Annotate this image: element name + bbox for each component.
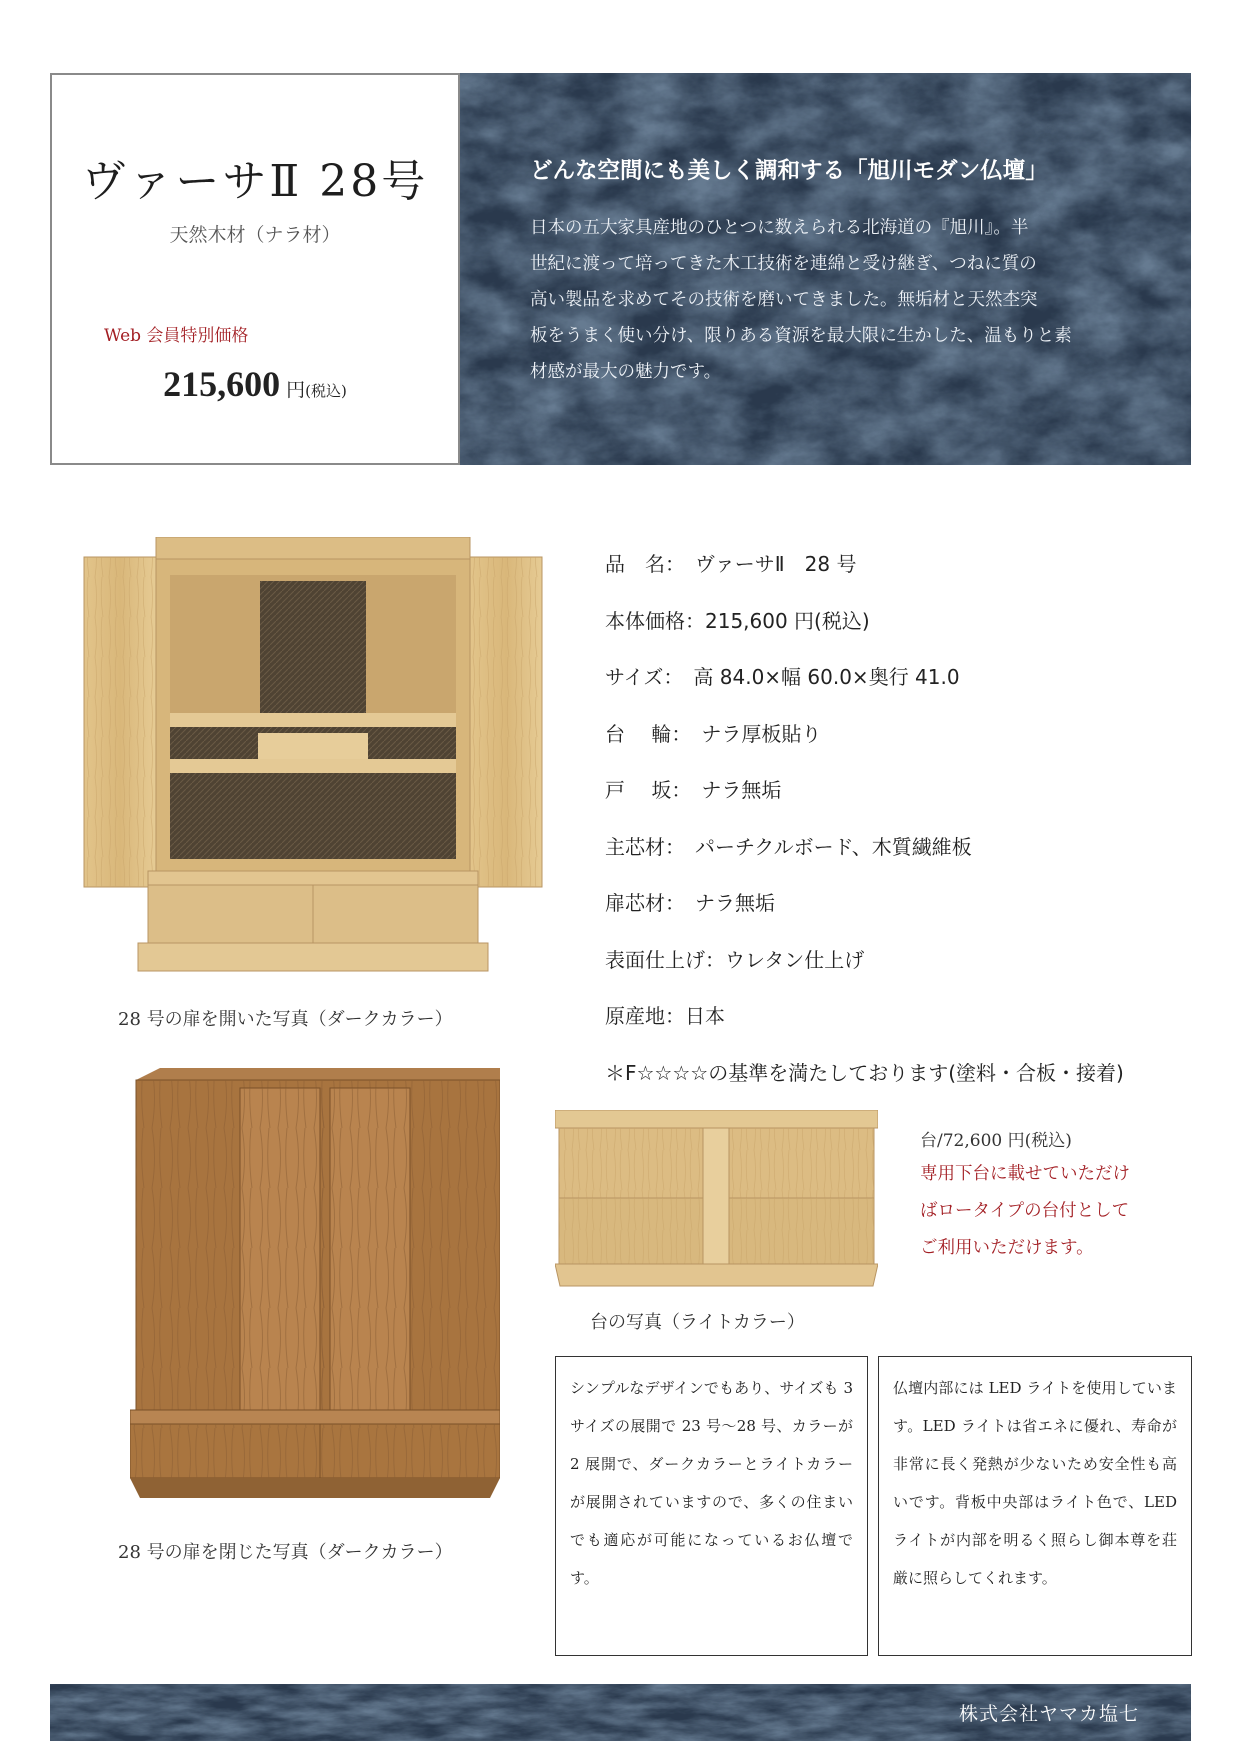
spec-row-size: サイズ： 高 84.0×幅 60.0×奥行 41.0 <box>605 665 960 689</box>
spec-row-finish: 表面仕上げ：ウレタン仕上げ <box>605 947 865 972</box>
base-note-line: ご利用いただけます。 <box>920 1238 1094 1258</box>
base-photo-caption: 台の写真（ライトカラー） <box>590 1312 805 1333</box>
spec-list <box>605 548 1124 1113</box>
spec-row-base: 台 輪： ナラ厚板貼り <box>605 721 822 746</box>
altar-closed-photo <box>130 1068 500 1503</box>
header-heading: どんな空間にも美しく調和する「旭川モダン仏壇」 <box>530 158 1048 184</box>
spec-row-price: 本体価格：215,600 円(税込) <box>605 608 870 633</box>
spec-row-door-frame: 戸 坂： ナラ無垢 <box>605 778 782 802</box>
header-body-line: 世紀に渡って培ってきた木工技術を連綿と受け継ぎ、つねに質の <box>530 254 1037 274</box>
base-stand-photo <box>555 1110 878 1298</box>
spec-row-origin: 原産地：日本 <box>605 1004 725 1028</box>
header-body-line: 板をうまく使い分け、限りある資源を最大限に生かした、温もりと素 <box>530 326 1072 346</box>
spec-row-door-core: 扉芯材： ナラ無垢 <box>605 891 775 915</box>
header-body-line: 材感が最大の魅力です。 <box>530 362 722 382</box>
spec-row-core: 主芯材： パーチクルボード、木質繊維板 <box>605 834 972 859</box>
info-box-led: 仏壇内部には LED ライトを使用しています。LED ライトは省エネに優れ、寿命が非常に長く発熱が少ないため安全性も高いです。背板中央部はライト色で、LED ライトが内部を明るく照らし御本尊を荘厳に照らしてくれます。 <box>878 1356 1192 1656</box>
header-body-line: 日本の五大家具産地のひとつに数えられる北海道の『旭川』。半 <box>530 218 1029 238</box>
footer-bar <box>50 1684 1191 1741</box>
info-box-design: シンプルなデザインでもあり、サイズも 3 サイズの展開で 23 号〜28 号、カラーが 2 展開で、ダークカラーとライトカラーが展開されていますので、多くの住まいでも適応が可能になっているお仏壇です。 <box>555 1356 868 1656</box>
closed-photo-caption: 28 号の扉を閉じた写真（ダークカラー） <box>118 1542 453 1563</box>
spec-row-formaldehyde: ＊F☆☆☆☆の基準を満たしております(塗料・合板・接着) <box>605 1060 1124 1085</box>
header-description-panel <box>460 73 1191 465</box>
altar-open-photo <box>78 537 548 982</box>
company-name: 株式会社ヤマカ塩七 <box>958 1703 1139 1725</box>
price <box>52 363 458 405</box>
open-photo-caption: 28 号の扉を開いた写真（ダークカラー） <box>118 1009 453 1030</box>
base-price: 台/72,600 円(税込) <box>920 1131 1072 1151</box>
price-tax-note: (税込) <box>305 382 347 400</box>
web-member-price-label: Web 会員特別価格 <box>104 326 249 346</box>
header-body-line: 高い製品を求めてその技術を磨いてきました。無垢材と天然杢突 <box>530 290 1038 310</box>
title-panel <box>50 73 460 465</box>
product-title: ヴァーサⅡ 28号 <box>81 156 429 207</box>
base-note-line: 専用下台に載せていただけ <box>920 1164 1130 1184</box>
material-label: 天然木材（ナラ材） <box>169 224 341 246</box>
price-value: 215,600 <box>163 364 281 404</box>
header-body <box>530 210 1150 390</box>
base-note <box>920 1156 1190 1267</box>
base-note-line: ばロータイプの台付として <box>920 1201 1130 1221</box>
spec-row-name: 品 名： ヴァーサⅡ 28 号 <box>605 552 857 576</box>
price-currency: 円 <box>286 379 306 401</box>
